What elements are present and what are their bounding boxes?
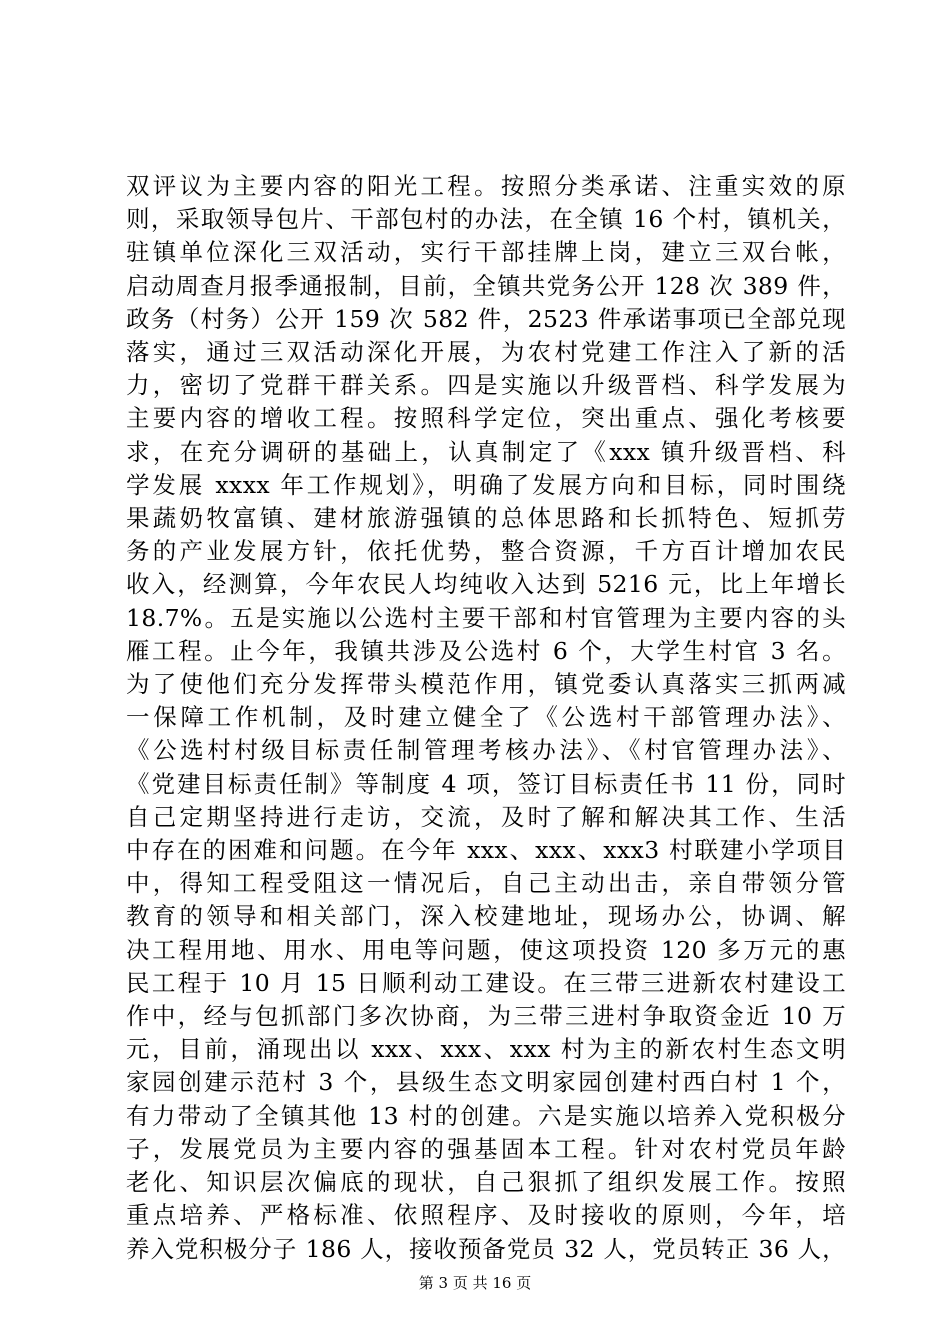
text-line: 求，在充分调研的基础上，认真制定了《xxx 镇升级晋档、科 xyxy=(126,437,846,466)
text-line: 驻镇单位深化三双活动，实行干部挂牌上岗，建立三双台帐， xyxy=(126,238,846,267)
text-line: 启动周查月报季通报制，目前，全镇共党务公开 128 次 389 件， xyxy=(126,271,846,300)
text-line: 老化、知识层次偏底的现状，自己狠抓了组织发展工作。按照 xyxy=(126,1168,846,1197)
text-line: 落实，通过三双活动深化开展，为农村党建工作注入了新的活 xyxy=(126,338,846,367)
text-line: 果蔬奶牧富镇、建材旅游强镇的总体思路和长抓特色、短抓劳 xyxy=(126,504,846,533)
text-line: 18.7%。五是实施以公选村主要干部和村官管理为主要内容的头 xyxy=(126,603,846,632)
text-line: 双评议为主要内容的阳光工程。按照分类承诺、注重实效的原 xyxy=(126,172,846,200)
text-line: 有力带动了全镇其他 13 村的创建。六是实施以培养入党积极分 xyxy=(126,1101,846,1130)
text-line: 元，目前，涌现出以 xxx、xxx、xxx 村为主的新农村生态文明 xyxy=(126,1035,846,1064)
text-line: 自己定期坚持进行走访，交流，及时了解和解决其工作、生活 xyxy=(126,802,846,831)
text-line: 中，得知工程受阻这一情况后，自己主动出击，亲自带领分管 xyxy=(126,869,846,898)
text-line: 决工程用地、用水、用电等问题，使这项投资 120 多万元的惠 xyxy=(126,935,846,964)
page-footer: 第 3 页 共 16 页 xyxy=(418,1274,532,1292)
text-line: 民工程于 10 月 15 日顺利动工建设。在三带三进新农村建设工 xyxy=(126,968,846,997)
text-line: 作中，经与包抓部门多次协商，为三带三进村争取资金近 10 万 xyxy=(126,1002,846,1031)
body-text xyxy=(126,170,846,1266)
text-line: 雁工程。止今年，我镇共涉及公选村 6 个，大学生村官 3 名。 xyxy=(126,636,846,665)
text-line: 力，密切了党群干群关系。四是实施以升级晋档、科学发展为 xyxy=(126,371,846,400)
text-line: 务的产业发展方针，依托优势，整合资源，千方百计增加农民 xyxy=(126,537,846,566)
text-line: 养入党积极分子 186 人，接收预备党员 32 人，党员转正 36 人， xyxy=(126,1234,846,1263)
text-line: 主要内容的增收工程。按照科学定位，突出重点、强化考核要 xyxy=(126,404,846,433)
text-line: 政务（村务）公开 159 次 582 件，2523 件承诺事项已全部兑现 xyxy=(126,304,846,333)
text-line: 家园创建示范村 3 个，县级生态文明家园创建村西白村 1 个， xyxy=(126,1068,846,1097)
text-line: 子，发展党员为主要内容的强基固本工程。针对农村党员年龄 xyxy=(126,1134,846,1163)
text-line: 一保障工作机制，及时建立健全了《公选村干部管理办法》、 xyxy=(126,703,846,732)
text-line: 为了使他们充分发挥带头模范作用，镇党委认真落实三抓两减 xyxy=(126,670,846,699)
text-line: 学发展 xxxx 年工作规划》，明确了发展方向和目标，同时围绕 xyxy=(126,470,846,499)
text-line: 教育的领导和相关部门，深入校建地址，现场办公，协调、解 xyxy=(126,902,846,931)
text-line: 中存在的困难和问题。在今年 xxx、xxx、xxx3 村联建小学项目 xyxy=(126,836,846,865)
text-line: 《党建目标责任制》等制度 4 项，签订目标责任书 11 份，同时 xyxy=(126,769,846,798)
text-line: 《公选村村级目标责任制管理考核办法》、《村官管理办法》、 xyxy=(126,736,846,765)
text-line: 收入，经测算，今年农民人均纯收入达到 5216 元，比上年增长 xyxy=(126,570,846,599)
text-line: 则，采取领导包片、干部包村的办法，在全镇 16 个村，镇机关， xyxy=(126,205,846,234)
text-line: 重点培养、严格标准、依照程序、及时接收的原则，今年，培 xyxy=(126,1201,846,1230)
